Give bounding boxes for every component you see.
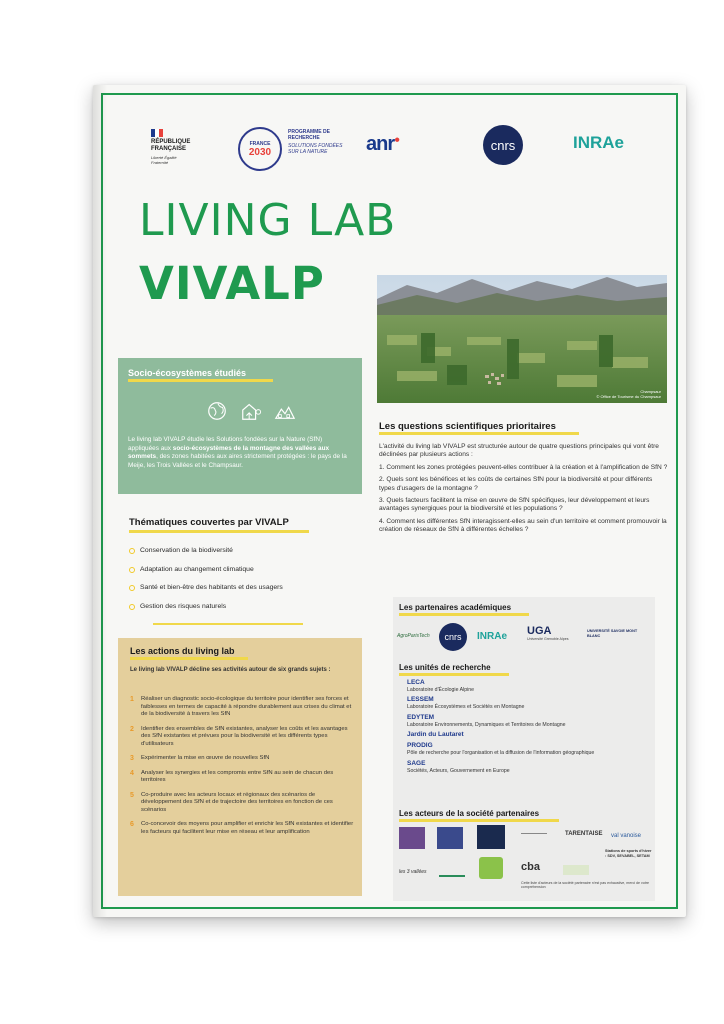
france-2030-logo <box>238 123 348 177</box>
landscape-illustration <box>377 275 667 403</box>
units-heading-underline <box>399 673 509 676</box>
action-text: Co-concevoir des moyens pour amplifier et enrichir les SfN existantes et identifier les facteurs qui facilitent leur mise en réseau et leur amplification <box>141 821 354 835</box>
socio-text-bold: socio-écosystèmes de la montagne des vallées aux sommets <box>128 444 330 461</box>
list-item <box>130 726 354 749</box>
program-sub: SOLUTIONS FONDÉES SUR LA NATURE <box>288 143 343 155</box>
action-text: Identifier des ensembles de SfN existantes, analyser les coûts et les avantages des SfN existantes et prévues pour la biodiversité et les différents types d'utilisateurs <box>141 725 348 747</box>
academic-partners-heading: Les partenaires académiques <box>399 603 512 612</box>
list-item <box>130 696 354 719</box>
action-number: 6 <box>130 821 134 828</box>
units-heading: Les unités de recherche <box>399 663 491 672</box>
rf-motto: Liberté Égalité Fraternité <box>151 155 177 165</box>
society-partners-underline <box>399 819 559 822</box>
themes-heading-underline <box>129 530 309 533</box>
uga-subtitle: Université Grenoble Alpes <box>527 637 569 641</box>
units-list <box>407 679 647 777</box>
unit-code: Jardin du Lautaret <box>407 731 464 739</box>
france-2030-ring <box>238 127 282 171</box>
list-item <box>129 584 359 603</box>
list-item <box>129 566 359 585</box>
partner-logo <box>563 865 589 875</box>
themes-divider <box>153 623 303 625</box>
partner-logo <box>439 863 465 877</box>
academic-partners-underline <box>399 613 529 616</box>
list-item <box>130 770 354 785</box>
unit-desc: Laboratoire d'Écologie Alpine <box>407 687 475 693</box>
unit-code: PRODIG <box>407 742 433 750</box>
society-partners-heading: Les acteurs de la société partenaires <box>399 809 540 818</box>
actions-heading-underline <box>130 657 248 660</box>
cnrs-partner-logo: cnrs <box>439 623 467 651</box>
theme-label: Conservation de la biodiversité <box>140 547 233 554</box>
bullet-icon <box>129 585 135 591</box>
cba-logo: cba <box>521 861 540 873</box>
house-tree-icon <box>240 400 262 422</box>
inrae-logo: INRAe <box>573 133 625 152</box>
unit-code: LESSEM <box>407 696 434 704</box>
partners-box <box>393 597 655 901</box>
title-line-1: LIVING LAB <box>139 195 397 246</box>
parc-national-logo <box>437 827 463 849</box>
photo-caption-credit: © Office de Tourisme du Champsaur <box>596 394 661 399</box>
tarentaise-logo: TARENTAISE <box>565 831 603 837</box>
action-text: Co-produire avec les acteurs locaux et régionaux des scénarios de développement des SfN et de trajectoire des territoires en fonction de ces scénarios <box>141 791 333 813</box>
ski-stations-label: Stations de sports d'hiver : SDV, SEVABEL, SETAM <box>605 849 652 858</box>
question-item: 3. Quels facteurs facilitent la mise en œuvre de SfN spécifiques, leur développement et leurs avantages synergiques pour la biodiversité et les populations ? <box>379 497 650 513</box>
actions-list <box>130 696 354 836</box>
list-item <box>407 742 647 756</box>
republique-francaise-logo <box>151 129 211 165</box>
actions-box <box>118 638 362 896</box>
parc-national-logo <box>399 827 425 849</box>
list-item <box>407 714 647 728</box>
theme-label: Santé et bien-être des habitants et des usagers <box>140 584 283 591</box>
questions-body <box>379 443 669 539</box>
cnrs-logo: cnrs <box>483 125 523 165</box>
questions-heading: Les questions scientifiques prioritaires <box>379 421 556 432</box>
french-flag-icon <box>151 129 163 137</box>
mountain-partner-logo <box>477 825 505 849</box>
header-logos <box>133 123 653 181</box>
academic-logos <box>397 623 653 655</box>
unit-code: SAGE <box>407 759 426 767</box>
unit-code: LECA <box>407 679 425 686</box>
anr-logo <box>366 133 399 156</box>
themes-list <box>129 547 359 621</box>
themes-heading: Thématiques couvertes par VIVALP <box>129 517 289 528</box>
unit-code: EDYTEM <box>407 713 435 721</box>
unit-desc: Pôle de recherche pour l'organisation et la diffusion de l'information géographique <box>407 750 595 757</box>
question-item: 1. Comment les zones protégées peuvent-elles contribuer à la création et à l'amplification de SfN ? <box>379 463 668 471</box>
action-text: Analyser les synergies et les compromis entre SfN au sein de chacun des territoires <box>141 769 334 783</box>
theme-label: Adaptation au changement climatique <box>140 565 254 573</box>
france-2030-ring-year: 2030 <box>248 146 272 158</box>
inrae-partner-logo: INRAe <box>477 631 508 642</box>
val-vanoise-logo: val vanoise <box>611 833 642 839</box>
questions-intro: L'activité du living lab VIVALP est structurée autour de quatre questions principales qui vont être déclinées par plusieurs actions : <box>379 443 659 459</box>
program-label: PROGRAMME DE RECHERCHE <box>288 129 330 141</box>
list-item <box>130 792 354 815</box>
list-item <box>407 696 647 710</box>
partner-logo <box>521 833 547 843</box>
action-number: 2 <box>130 725 134 733</box>
list-item <box>407 731 647 739</box>
action-number: 5 <box>130 791 134 799</box>
socio-icons <box>206 400 296 422</box>
list-item <box>129 603 359 622</box>
les-3-vallees-logo: les 3 vallées <box>399 869 427 875</box>
anr-text: anr <box>366 133 395 155</box>
list-item <box>130 755 354 763</box>
photo-caption-place: Champsaur <box>640 389 661 394</box>
questions-heading-underline <box>379 432 579 435</box>
uga-text: UGA <box>527 625 552 637</box>
list-item <box>130 821 354 836</box>
unit-desc: Sociétés, Acteurs, Gouvernement en Europe <box>407 767 510 774</box>
rf-name: RÉPUBLIQUE FRANÇAISE <box>151 139 191 152</box>
theme-label: Gestion des risques naturels <box>140 602 227 610</box>
action-text: Réaliser un diagnostic socio-écologique du territoire pour identifier ses forces et faiblesses en termes de capacité à répondre durablement aux crises du climat et de la biodiversité à travers les SfN <box>141 696 352 717</box>
socio-text <box>128 436 354 470</box>
unit-desc: Laboratoire Environnements, Dynamiques et Territoires de Montagne <box>407 721 566 728</box>
list-item <box>407 760 647 774</box>
action-number: 3 <box>130 755 134 762</box>
unit-desc: Laboratoire Écosystèmes et Sociétés en Montagne <box>407 704 525 711</box>
action-number: 1 <box>130 696 134 703</box>
socio-ecosystems-box <box>118 358 362 494</box>
partner-logo <box>479 857 503 879</box>
globe-icon <box>206 400 228 422</box>
france-2030-ring-top: FRANCE <box>249 140 271 147</box>
actions-intro: Le living lab VIVALP décline ses activités autour de six grands sujets : <box>130 667 331 673</box>
question-item: 4. Comment les différentes SfN interagissent-elles au sein d'un territoire et comment promouvoir la création de réseaux de SfN à différentes échelles ? <box>379 517 667 534</box>
socio-heading-underline <box>128 379 273 382</box>
france-2030-program <box>288 129 348 155</box>
landscape-photo <box>377 275 667 403</box>
photo-caption <box>596 389 661 399</box>
usmb-logo: UNIVERSITÉ SAVOIE MONT BLANC <box>587 629 638 638</box>
society-note: Cette liste d'acteurs de la société partenaire n'est pas exhaustive, merci de votre compréhension <box>521 881 650 890</box>
actions-heading: Les actions du living lab <box>130 646 235 656</box>
socio-heading: Socio-écosystèmes étudiés <box>128 368 247 378</box>
bullet-icon <box>129 567 135 573</box>
socio-text-a: Le living lab VIVALP étudie les Solutions fondées sur la Nature (SfN) appliquées aux <box>128 436 323 452</box>
agroparistech-logo: AgroParisTech <box>397 633 430 639</box>
action-number: 4 <box>130 769 134 777</box>
bullet-icon <box>129 604 135 610</box>
poster <box>93 85 686 917</box>
list-item <box>129 547 359 566</box>
anr-dot-icon: ● <box>394 134 400 146</box>
question-item: 2. Quels sont les bénéfices et les coûts de certaines SfN pour la biodiversité et pour différents types d'usagers de la montagne ? <box>379 476 653 492</box>
bullet-icon <box>129 548 135 554</box>
title-line-2: VIVALP <box>139 257 325 310</box>
socio-text-c: , des zones habitées aux aires strictement protégées : le pays de la Meije, les Trois Vallées et le Champsaur. <box>128 453 347 469</box>
society-logos <box>397 823 653 895</box>
uga-logo <box>527 625 577 641</box>
mountain-village-icon <box>274 400 296 422</box>
action-text: Expérimenter la mise en œuvre de nouvelles SfN <box>141 755 270 761</box>
list-item <box>407 679 647 693</box>
